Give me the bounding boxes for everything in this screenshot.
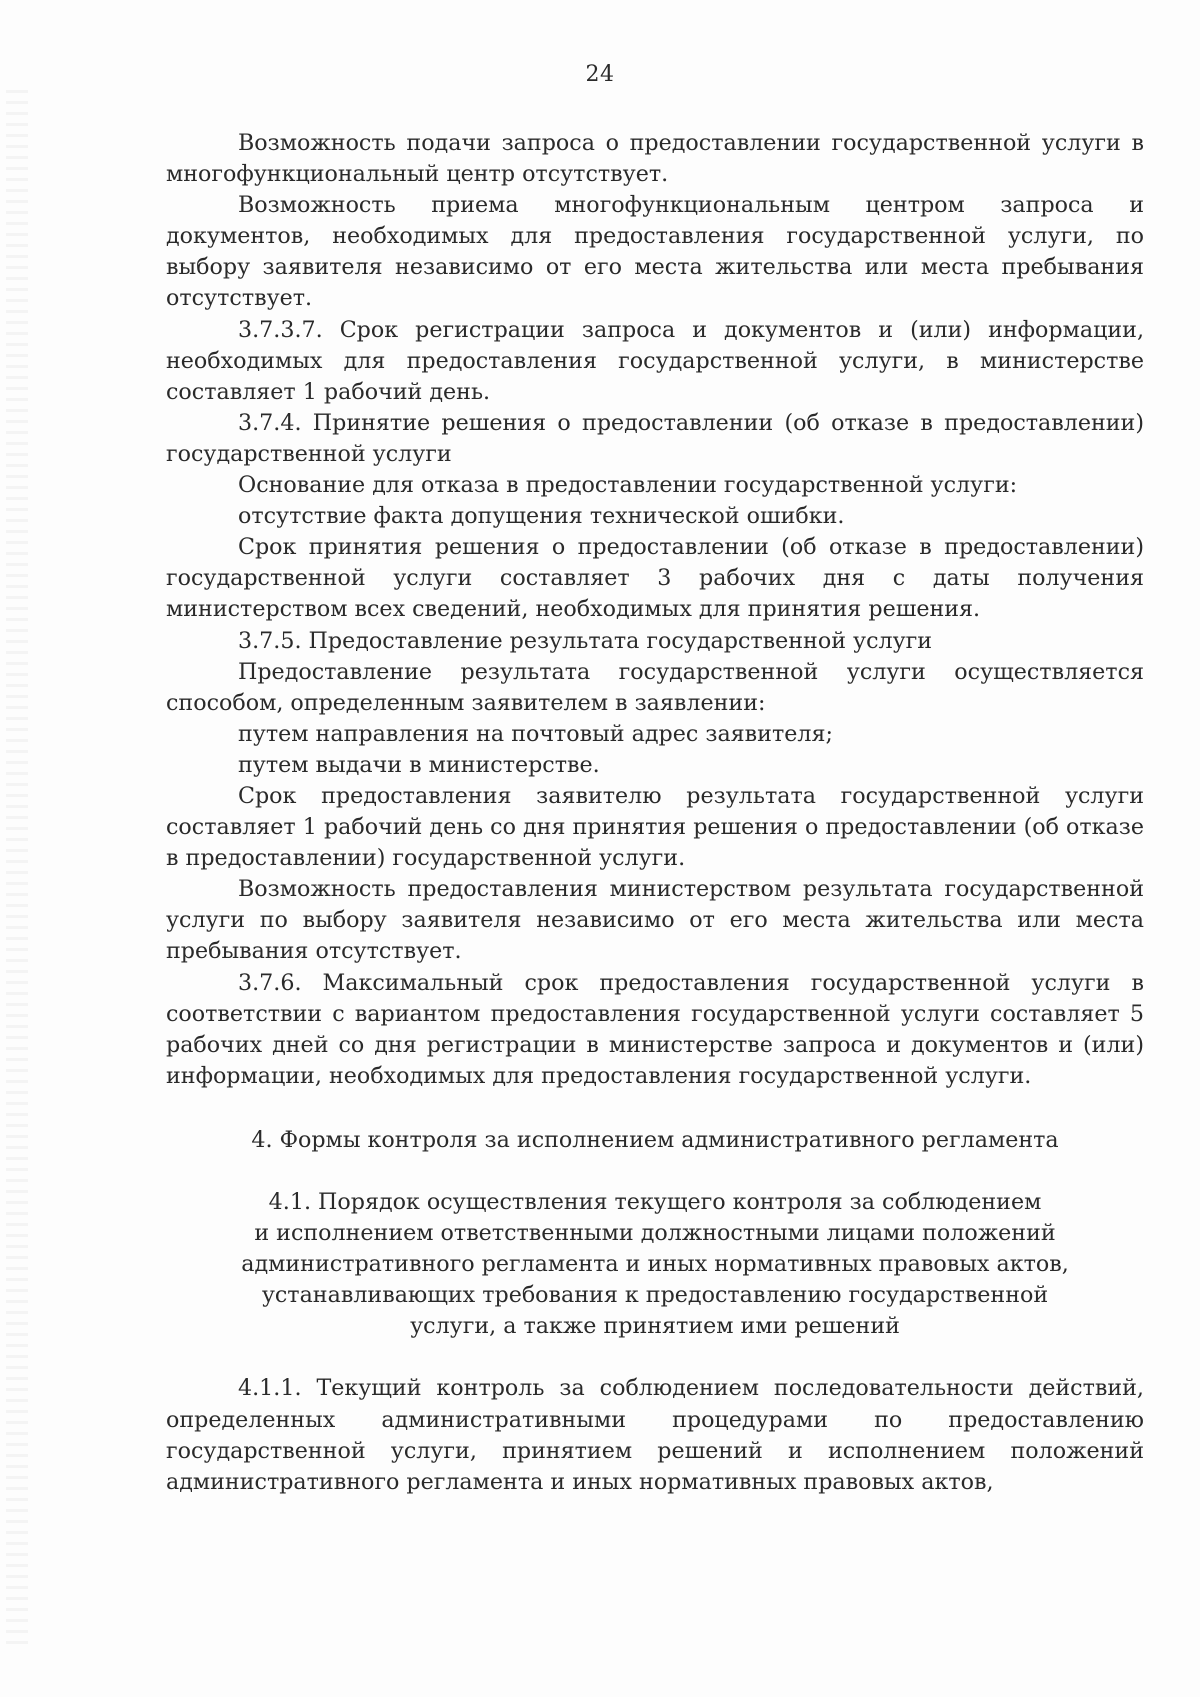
page-number: 24 [585,62,615,87]
subsection-heading-line: административного регламента и иных нормативных правовых актов, [241,1251,1069,1278]
subsection-heading-line: устанавливающих требования к предоставлению государственной [261,1282,1049,1309]
subsection-heading-line: услуги, а также принятием ими решений [410,1313,900,1340]
paragraph: 3.7.6. Максимальный срок предоставления государственной услуги в соответствии с вариантом предоставления государственной услуги составляет 5 рабочих дней со дня регистрации в министерстве запроса и документов и (или) информации, необходимых для предоставления государственной услуги. [166,969,1144,1089]
paragraph: Срок предоставления заявителю результата государственной услуги составляет 1 рабочий день со дня принятия решения о предоставлении (об отказе в предоставлении) государственной услуги. [166,782,1144,872]
paragraph: 3.7.3.7. Срок регистрации запроса и документов и (или) информации, необходимых для предоставления государственной услуги, в министерстве составляет 1 рабочий день. [166,316,1144,405]
paragraph: отсутствие факта допущения технической ошибки. [238,503,845,530]
paragraph: 3.7.5. Предоставление результата государственной услуги [238,627,933,654]
paragraph: путем направления на почтовый адрес заявителя; [238,720,833,747]
paragraph: Возможность предоставления министерством результата государственной услуги по выбору заявителя независимо от его места жительства или места пребывания отсутствует. [166,876,1144,965]
paragraph: 3.7.4. Принятие решения о предоставлении (об отказе в предоставлении) государственной услуги [166,409,1144,467]
paragraph: 4.1.1. Текущий контроль за соблюдением последовательности действий, определенных административными процедурами по предоставлению государственной услуги, принятием решений и исполнением положений административного регламента и иных нормативных правовых актов, [166,1375,1144,1495]
section-heading: 4. Формы контроля за исполнением административного регламента [251,1126,1059,1153]
paragraph: Срок принятия решения о предоставлении (об отказе в предоставлении) государственной услуги составляет 3 рабочих дня с даты получения министерством всех сведений, необходимых для принятия решения. [166,534,1144,623]
paragraph: Возможность подачи запроса о предоставлении государственной услуги в многофункциональный центр отсутствует. [166,130,1144,188]
subsection-heading [166,1187,1144,1342]
paragraph: Основание для отказа в предоставлении государственной услуги: [238,472,1018,499]
paragraph: Предоставление результата государственной услуги осуществляется способом, определенным заявителем в заявлении: [166,658,1144,716]
paragraph: путем выдачи в министерстве. [238,751,600,778]
subsection-heading-line: 4.1. Порядок осуществления текущего контроля за соблюдением [268,1189,1042,1215]
document-body [166,128,1144,1498]
scan-binding-edge [6,90,28,1650]
paragraph: Возможность приема многофункциональным центром запроса и документов, необходимых для предоставления государственной услуги, по выбору заявителя независимо от его места жительства или места пребывания отсутствует. [166,192,1144,312]
subsection-heading-line: и исполнением ответственными должностными лицами положений [254,1220,1056,1247]
